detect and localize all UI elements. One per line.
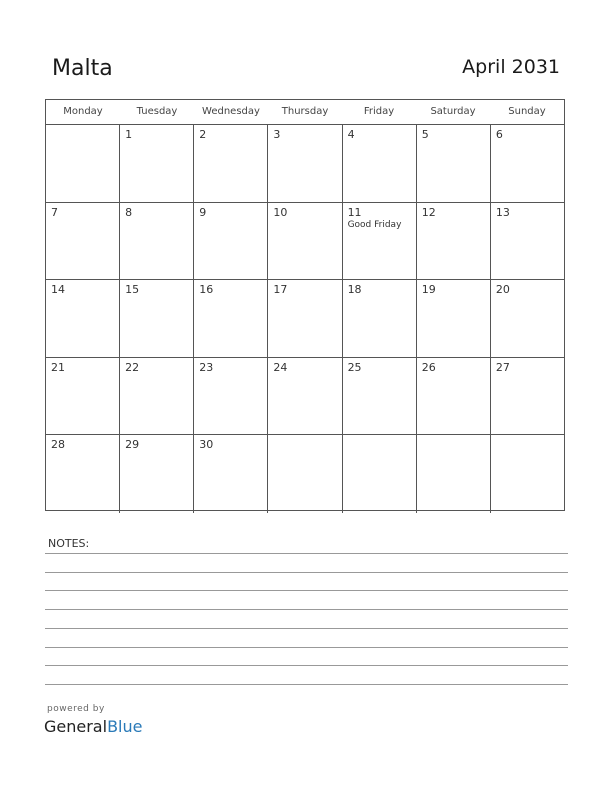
day-cell xyxy=(343,280,417,357)
powered-by-text: powered by xyxy=(47,704,105,714)
day-cell xyxy=(194,435,268,513)
day-number: 25 xyxy=(347,360,362,374)
day-cell xyxy=(343,203,417,280)
day-cell xyxy=(194,203,268,280)
day-number: 13 xyxy=(495,205,510,219)
day-cell xyxy=(343,358,417,435)
day-cell xyxy=(120,280,194,357)
day-number: 10 xyxy=(273,205,288,219)
day-cell xyxy=(120,358,194,435)
day-number: 11 xyxy=(347,205,362,219)
weekday-wednesday: Wednesday xyxy=(202,106,260,117)
day-cell xyxy=(120,203,194,280)
day-cell xyxy=(417,358,491,435)
week-row xyxy=(46,358,564,436)
weekday-sunday: Sunday xyxy=(508,106,546,117)
week-row xyxy=(46,125,564,203)
holiday-label: Good Friday xyxy=(347,219,402,230)
day-cell xyxy=(46,435,120,513)
day-cell xyxy=(343,125,417,202)
note-line xyxy=(45,628,568,629)
day-number: 3 xyxy=(273,128,281,141)
day-cell xyxy=(491,435,564,513)
day-cell xyxy=(194,280,268,357)
day-cell xyxy=(120,435,194,513)
day-number: 14 xyxy=(51,283,65,296)
day-cell xyxy=(417,280,491,357)
note-line xyxy=(45,590,568,591)
day-cell xyxy=(417,435,491,513)
note-line xyxy=(45,665,568,666)
day-cell xyxy=(343,435,417,513)
day-cell xyxy=(268,280,342,357)
week-row xyxy=(46,435,564,513)
day-cell xyxy=(46,203,120,280)
day-number: 30 xyxy=(199,438,214,451)
day-number: 29 xyxy=(125,438,140,451)
weekday-friday: Friday xyxy=(363,106,395,117)
note-line xyxy=(45,647,568,648)
day-number: 26 xyxy=(421,360,436,374)
day-cell xyxy=(491,125,564,202)
weekday-monday: Monday xyxy=(63,106,103,117)
day-cell xyxy=(268,435,342,513)
day-number: 21 xyxy=(51,360,65,374)
day-number: 23 xyxy=(199,360,214,374)
brand-blue: Blue xyxy=(107,717,143,736)
day-number: 8 xyxy=(125,205,133,219)
day-number: 27 xyxy=(495,360,510,374)
week-row xyxy=(46,203,564,281)
day-cell xyxy=(491,280,564,357)
day-cell xyxy=(491,203,564,280)
day-number: 16 xyxy=(199,283,214,296)
notes-label: NOTES: xyxy=(48,537,90,550)
weekday-header xyxy=(46,100,564,125)
country-title: Malta xyxy=(52,56,113,81)
week-row xyxy=(46,280,564,358)
day-cell xyxy=(46,280,120,357)
day-number: 22 xyxy=(125,360,140,374)
day-cell xyxy=(268,203,342,280)
day-number: 28 xyxy=(51,438,65,451)
note-line xyxy=(45,553,568,554)
weekday-tuesday: Tuesday xyxy=(136,106,178,117)
day-cell xyxy=(491,358,564,435)
day-cell xyxy=(194,358,268,435)
day-cell xyxy=(120,125,194,202)
brand-general: General xyxy=(44,717,108,736)
day-number: 6 xyxy=(495,128,503,141)
note-line xyxy=(45,684,568,685)
day-number: 1 xyxy=(125,128,133,141)
weekday-saturday: Saturday xyxy=(430,106,476,117)
day-number: 18 xyxy=(347,283,362,296)
note-line xyxy=(45,572,568,573)
day-cell xyxy=(46,358,120,435)
day-cell xyxy=(268,358,342,435)
brand-logo xyxy=(44,717,142,736)
day-number: 2 xyxy=(199,128,207,141)
day-number: 17 xyxy=(273,283,288,296)
day-cell xyxy=(417,125,491,202)
day-number: 12 xyxy=(421,205,436,219)
day-number: 15 xyxy=(125,283,140,296)
day-cell xyxy=(46,125,120,202)
day-cell xyxy=(268,125,342,202)
calendar-grid xyxy=(45,99,565,511)
day-cell xyxy=(417,203,491,280)
weekday-thursday: Thursday xyxy=(281,106,329,117)
day-number: 4 xyxy=(347,128,355,141)
day-number: 20 xyxy=(495,283,510,296)
day-cell xyxy=(194,125,268,202)
note-line xyxy=(45,609,568,610)
month-title: April 2031 xyxy=(462,56,560,78)
day-number: 9 xyxy=(199,205,207,219)
day-number: 24 xyxy=(273,360,288,374)
day-number: 19 xyxy=(421,283,436,296)
day-number: 7 xyxy=(51,205,58,219)
day-number: 5 xyxy=(421,128,429,141)
